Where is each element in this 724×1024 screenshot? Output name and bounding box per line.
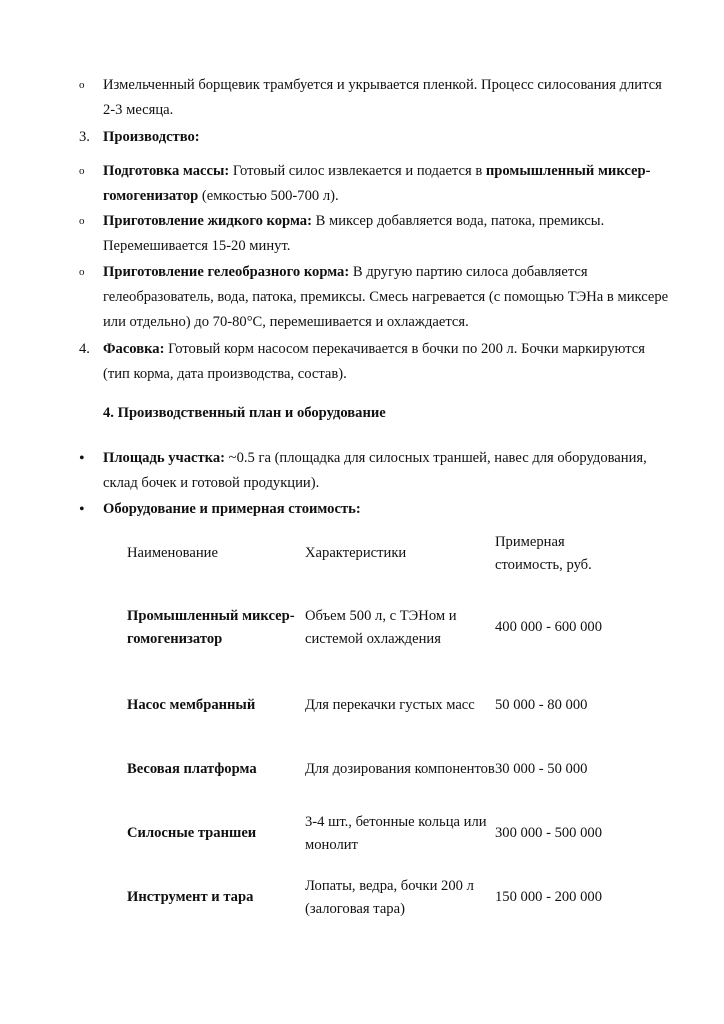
equipment-spec: Лопаты, ведра, бочки 200 л (залоговая тара) [305, 877, 474, 917]
table-row [127, 674, 625, 738]
circle-bullet-icon: o [79, 215, 85, 227]
table-row [127, 582, 625, 674]
equipment-name: Промышленный миксер-гомогенизатор [127, 607, 295, 647]
equipment-cost: 400 000 - 600 000 [495, 619, 603, 636]
list-item-title: Производство: [103, 129, 200, 145]
equipment-name: Силосные траншеи [127, 825, 257, 842]
list-item-text [103, 260, 669, 335]
list-item-text [103, 159, 669, 209]
list-item-text [103, 209, 669, 259]
list-item-emphasis: промышленный миксер-гомогенизатор [103, 163, 651, 204]
dot-bullet-icon: • [79, 501, 85, 518]
table-row [127, 866, 625, 930]
equipment-name: Насос мембранный [127, 697, 256, 714]
circle-bullet-icon: o [79, 79, 85, 91]
bullet-lead: Площадь участка: [103, 450, 226, 466]
list-item-text: Измельченный борщевик трамбуется и укрывается пленкой. Процесс силосования длится 2-3 месяца. [103, 77, 662, 118]
table-header-name: Наименование [127, 545, 218, 562]
list-number: 4. [79, 341, 90, 357]
bullet-body: ~0.5 га (площадка для силосных траншей, навес для оборудования, склад бочек и готовой продукции). [103, 450, 647, 491]
section-heading: 4. Производственный план и оборудование [103, 405, 386, 421]
table-header-row [127, 526, 625, 582]
bullet-lead: Оборудование и примерная стоимость: [103, 501, 361, 517]
table-header-cost: Примерная стоимость, руб. [495, 533, 592, 573]
list-item-lead: Приготовление гелеобразного корма: [103, 264, 350, 280]
equipment-spec: Объем 500 л, с ТЭНом и системой охлаждения [305, 607, 457, 647]
equipment-spec: Для дозирования компонентов [305, 761, 495, 778]
list-item-body: В миксер добавляется вода, патока, премиксы. Перемешивается 15-20 минут. [103, 213, 605, 254]
list-item-lead: Фасовка: [103, 341, 165, 357]
table-row [127, 738, 625, 802]
list-item-body: Готовый силос извлекается и подается в [229, 163, 486, 179]
circle-bullet-icon: o [79, 165, 85, 177]
dot-bullet-icon: • [79, 450, 85, 467]
circle-bullet-icon: o [79, 266, 85, 278]
equipment-spec: 3-4 шт., бетонные кольца или монолит [305, 813, 487, 853]
equipment-name: Весовая платформа [127, 761, 257, 778]
list-item-body: Готовый корм насосом перекачивается в бочки по 200 л. Бочки маркируются (тип корма, дата производства, состав). [103, 341, 645, 382]
list-item-tail: (емкостью 500-700 л). [198, 188, 339, 204]
bullet-text [103, 446, 669, 496]
equipment-cost: 300 000 - 500 000 [495, 825, 603, 842]
equipment-cost: 150 000 - 200 000 [495, 889, 603, 906]
equipment-cost: 30 000 - 50 000 [495, 761, 588, 778]
table-header-spec: Характеристики [305, 545, 407, 562]
list-number: 3. [79, 129, 90, 145]
list-item-body: В другую партию силоса добавляется гелеобразователь, вода, патока, премиксы. Смесь нагревается (с помощью ТЭНа в миксере или отдельно) до 70-80°C, перемешивается и охлаждается. [103, 264, 669, 330]
equipment-spec: Для перекачки густых масс [305, 697, 475, 714]
equipment-cost: 50 000 - 80 000 [495, 697, 588, 714]
list-item-lead: Подготовка массы: [103, 163, 230, 179]
equipment-table [127, 526, 625, 930]
table-row [127, 802, 625, 866]
list-item-text [103, 337, 669, 387]
list-item-lead: Приготовление жидкого корма: [103, 213, 312, 229]
equipment-name: Инструмент и тара [127, 889, 254, 906]
